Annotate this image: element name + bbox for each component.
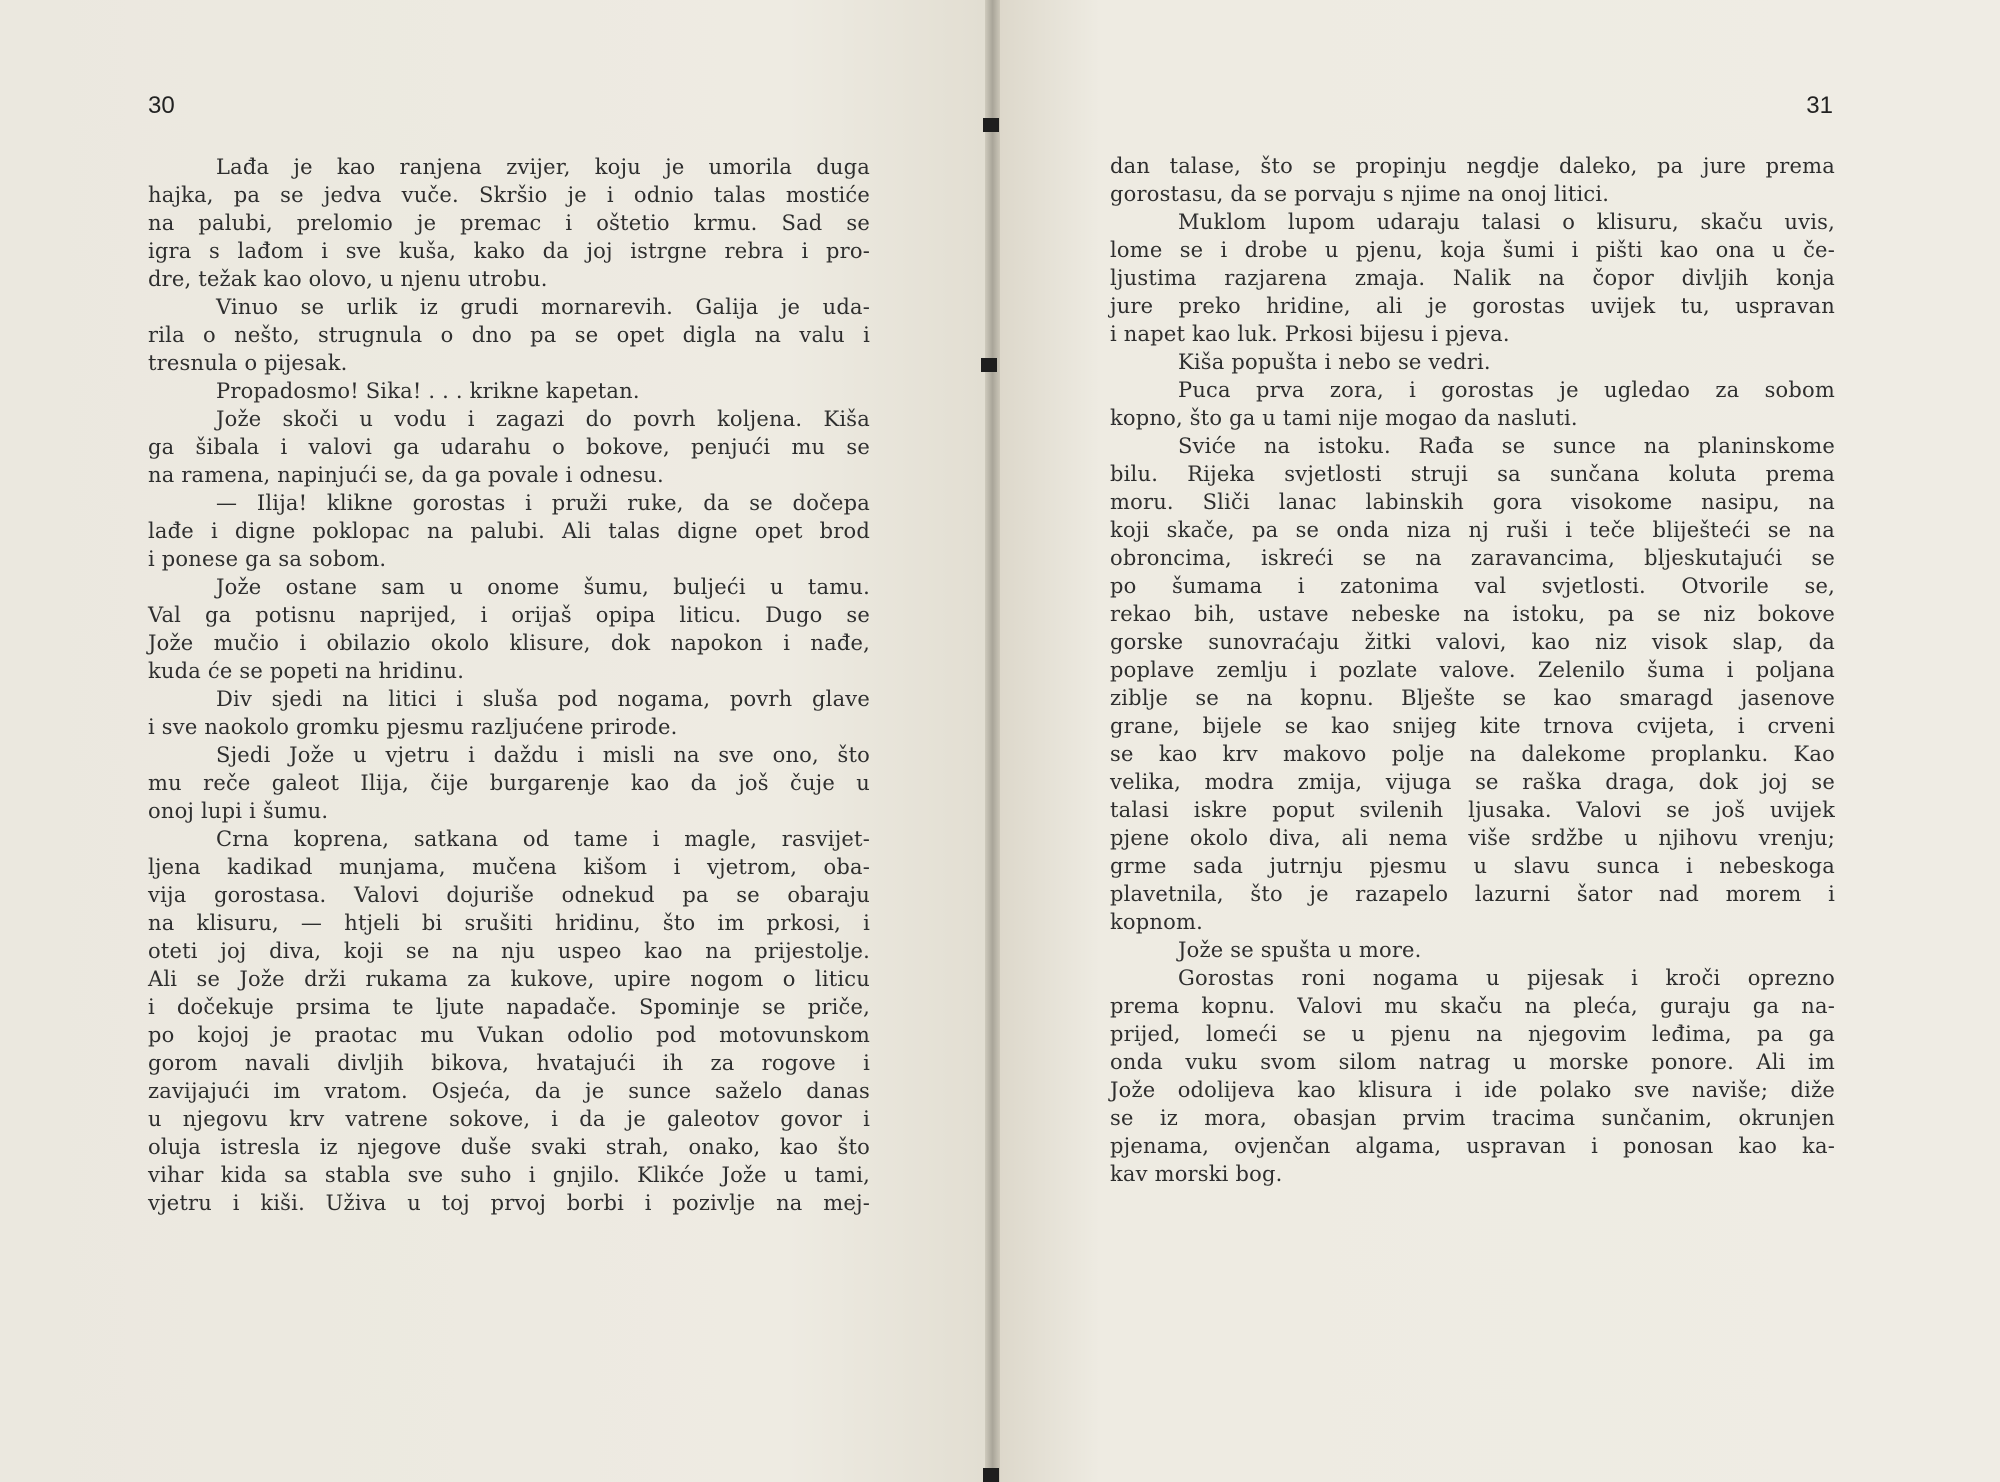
text-line: vihar kida sa stabla sve suho i gnjilo. Klikće Jože u tami, — [148, 1163, 870, 1187]
text-line: Vinuo se urlik iz grudi mornarevih. Galija je uda- — [216, 295, 870, 319]
text-line: prijed, lomeći se u pjenu na njegovim leđima, pa ga — [1110, 1022, 1835, 1046]
text-line: lađe i digne poklopac na palubi. Ali talas digne opet brod — [148, 519, 870, 543]
text-line: Jože odolijeva kao klisura i ide polako sve naviše; diže — [1110, 1078, 1835, 1102]
text-line: prema kopnu. Valovi mu skaču na pleća, guraju ga na- — [1110, 994, 1835, 1018]
text-line: gorom navali divljih bikova, hvatajući ih za rogove i — [148, 1051, 870, 1075]
text-line: ga šibala i valovi ga udarahu o bokove, penjući mu se — [148, 435, 870, 459]
text-line: pjene okolo diva, ali nema više srdžbe u njihovu vrenju; — [1110, 826, 1835, 850]
text-line: Ali se Jože drži rukama za kukove, upire nogom o liticu — [148, 967, 870, 991]
text-line: rekao bih, ustave nebeske na istoku, pa se niz bokove — [1110, 602, 1835, 626]
text-line: oteti joj diva, koji se na nju uspeo kao na prijestolje. — [148, 939, 870, 963]
text-line: Div sjedi na litici i sluša pod nogama, povrh glave — [216, 687, 870, 711]
text-line: ljena kadikad munjama, mučena kišom i vjetrom, oba- — [148, 855, 870, 879]
text-line: Crna koprena, satkana od tame i magle, rasvijet- — [216, 827, 870, 851]
text-line: obroncima, iskreći se na zaravancima, bljeskutajući se — [1110, 546, 1835, 570]
text-line: ljustima razjarena zmaja. Nalik na čopor divljih konja — [1110, 266, 1835, 290]
binding-mark — [983, 1468, 999, 1482]
text-line: gorostasu, da se porvaju s njime na onoj litici. — [1110, 182, 1610, 206]
text-line: i sve naokolo gromku pjesmu razljućene prirode. — [148, 715, 678, 739]
text-line: u njegovu krv vatrene sokove, i da je galeotov govor i — [148, 1107, 870, 1131]
text-line: po šumama i zatonima val svjetlosti. Otvorile se, — [1110, 574, 1835, 598]
text-line: bilu. Rijeka svjetlosti struji sa sunčana koluta prema — [1110, 462, 1835, 486]
left-page-text — [148, 153, 870, 1217]
text-line: i ponese ga sa sobom. — [148, 547, 387, 571]
text-line: grane, bijele se kao snijeg kite trnova cvijeta, i crveni — [1110, 714, 1835, 738]
text-line: Sviće na istoku. Rađa se sunce na planinskome — [1178, 434, 1835, 458]
text-line: rila o nešto, strugnula o dno pa se opet digla na valu i — [148, 323, 870, 347]
text-line: Jože ostane sam u onome šumu, buljeći u tamu. — [216, 575, 870, 599]
text-line: kuda će se popeti na hridinu. — [148, 659, 465, 683]
text-line: Propadosmo! Sika! . . . krikne kapetan. — [216, 379, 640, 403]
text-line: jure preko hridine, ali je gorostas uvijek tu, uspravan — [1110, 294, 1835, 318]
binding-mark — [981, 358, 997, 372]
right-page — [1000, 0, 2000, 1482]
text-line: dre, težak kao olovo, u njenu utrobu. — [148, 267, 548, 291]
text-line: Muklom lupom udaraju talasi o klisuru, skaču uvis, — [1178, 210, 1835, 234]
text-line: onoj lupi i šumu. — [148, 799, 329, 823]
text-line: talasi iskre poput svilenih ljusaka. Valovi se još uvijek — [1110, 798, 1835, 822]
text-line: Gorostas roni nogama u pijesak i kroči oprezno — [1178, 966, 1835, 990]
text-line: velika, modra zmija, vijuga se raška draga, dok joj se — [1110, 770, 1835, 794]
text-line: hajka, pa se jedva vuče. Skršio je i odnio talas mostiće — [148, 183, 870, 207]
text-line: lome se i drobe u pjenu, koja šumi i pišti kao ona u če- — [1110, 238, 1835, 262]
text-line: ziblje se na kopnu. Blješte se kao smaragd jasenove — [1110, 686, 1835, 710]
text-line: gorske sunovraćaju žitki valovi, kao niz visok slap, da — [1110, 630, 1835, 654]
text-line: kopnom. — [1110, 910, 1203, 934]
text-line: igra s lađom i sve kuša, kako da joj istrgne rebra i pro- — [148, 239, 870, 263]
text-line: se kao krv makovo polje na dalekome proplanku. Kao — [1110, 742, 1835, 766]
text-line: moru. Sliči lanac labinskih gora visokome nasipu, na — [1110, 490, 1835, 514]
binding-mark — [983, 118, 999, 132]
text-line: vija gorostasa. Valovi dojuriše odnekud pa se obaraju — [148, 883, 870, 907]
text-line: se iz mora, obasjan prvim tracima sunčanim, okrunjen — [1110, 1106, 1835, 1130]
text-line: Puca prva zora, i gorostas je ugledao za sobom — [1178, 378, 1835, 402]
text-line: Sjedi Jože u vjetru i daždu i misli na sve ono, što — [216, 743, 870, 767]
text-line: Jože se spušta u more. — [1178, 938, 1422, 962]
text-line: plavetnila, što je razapelo lazurni šator nad morem i — [1110, 882, 1835, 906]
text-line: Lađa je kao ranjena zvijer, koju je umorila duga — [216, 155, 870, 179]
text-line: mu reče galeot Ilija, čije burgarenje kao da još čuje u — [148, 771, 870, 795]
text-line: dan talase, što se propinju negdje daleko, pa jure prema — [1110, 154, 1835, 178]
text-line: Jože skoči u vodu i zagazi do povrh koljena. Kiša — [216, 407, 870, 431]
text-line: koji skače, pa se onda niza nj ruši i teče bliješteći se na — [1110, 518, 1835, 542]
text-line: i dočekuje prsima te ljute napadače. Spominje se priče, — [148, 995, 870, 1019]
page-number-left: 30 — [148, 92, 175, 119]
text-line: Val ga potisnu naprijed, i orijaš opipa liticu. Dugo se — [148, 603, 870, 627]
text-line: tresnula o pijesak. — [148, 351, 348, 375]
text-line: po kojoj je praotac mu Vukan odolio pod motovunskom — [148, 1023, 870, 1047]
right-page-text — [1110, 152, 1835, 1188]
text-line: Kiša popušta i nebo se vedri. — [1178, 350, 1491, 374]
text-line: na palubi, prelomio je premac i oštetio krmu. Sad se — [148, 211, 870, 235]
text-line: Jože mučio i obilazio okolo klisure, dok napokon i nađe, — [148, 631, 870, 655]
text-line: kav morski bog. — [1110, 1162, 1283, 1186]
text-line: vjetru i kiši. Uživa u toj prvoj borbi i pozivlje na mej- — [148, 1191, 870, 1215]
text-line: oluja istresla iz njegove duše svaki strah, onako, kao što — [148, 1135, 870, 1159]
text-line: zavijajući im vratom. Osjeća, da je sunce saželo danas — [148, 1079, 870, 1103]
book-gutter — [985, 0, 1000, 1482]
text-line: i napet kao luk. Prkosi bijesu i pjeva. — [1110, 322, 1510, 346]
text-line: kopno, što ga u tami nije mogao da nasluti. — [1110, 406, 1578, 430]
text-line: grme sada jutrnju pjesmu u slavu sunca i nebeskoga — [1110, 854, 1835, 878]
text-line: na ramena, napinjući se, da ga povale i odnesu. — [148, 463, 664, 487]
page-number-right: 31 — [1806, 92, 1833, 119]
text-line: onda vuku svom silom natrag u morske ponore. Ali im — [1110, 1050, 1835, 1074]
text-line: pjenama, ovjenčan algama, uspravan i ponosan kao ka- — [1110, 1134, 1835, 1158]
text-line: poplave zemlju i pozlate valove. Zelenilo šuma i poljana — [1110, 658, 1835, 682]
left-page — [0, 0, 985, 1482]
text-line: — Ilija! klikne gorostas i pruži ruke, da se dočepa — [216, 491, 870, 515]
text-line: na klisuru, — htjeli bi srušiti hridinu, što im prkosi, i — [148, 911, 870, 935]
